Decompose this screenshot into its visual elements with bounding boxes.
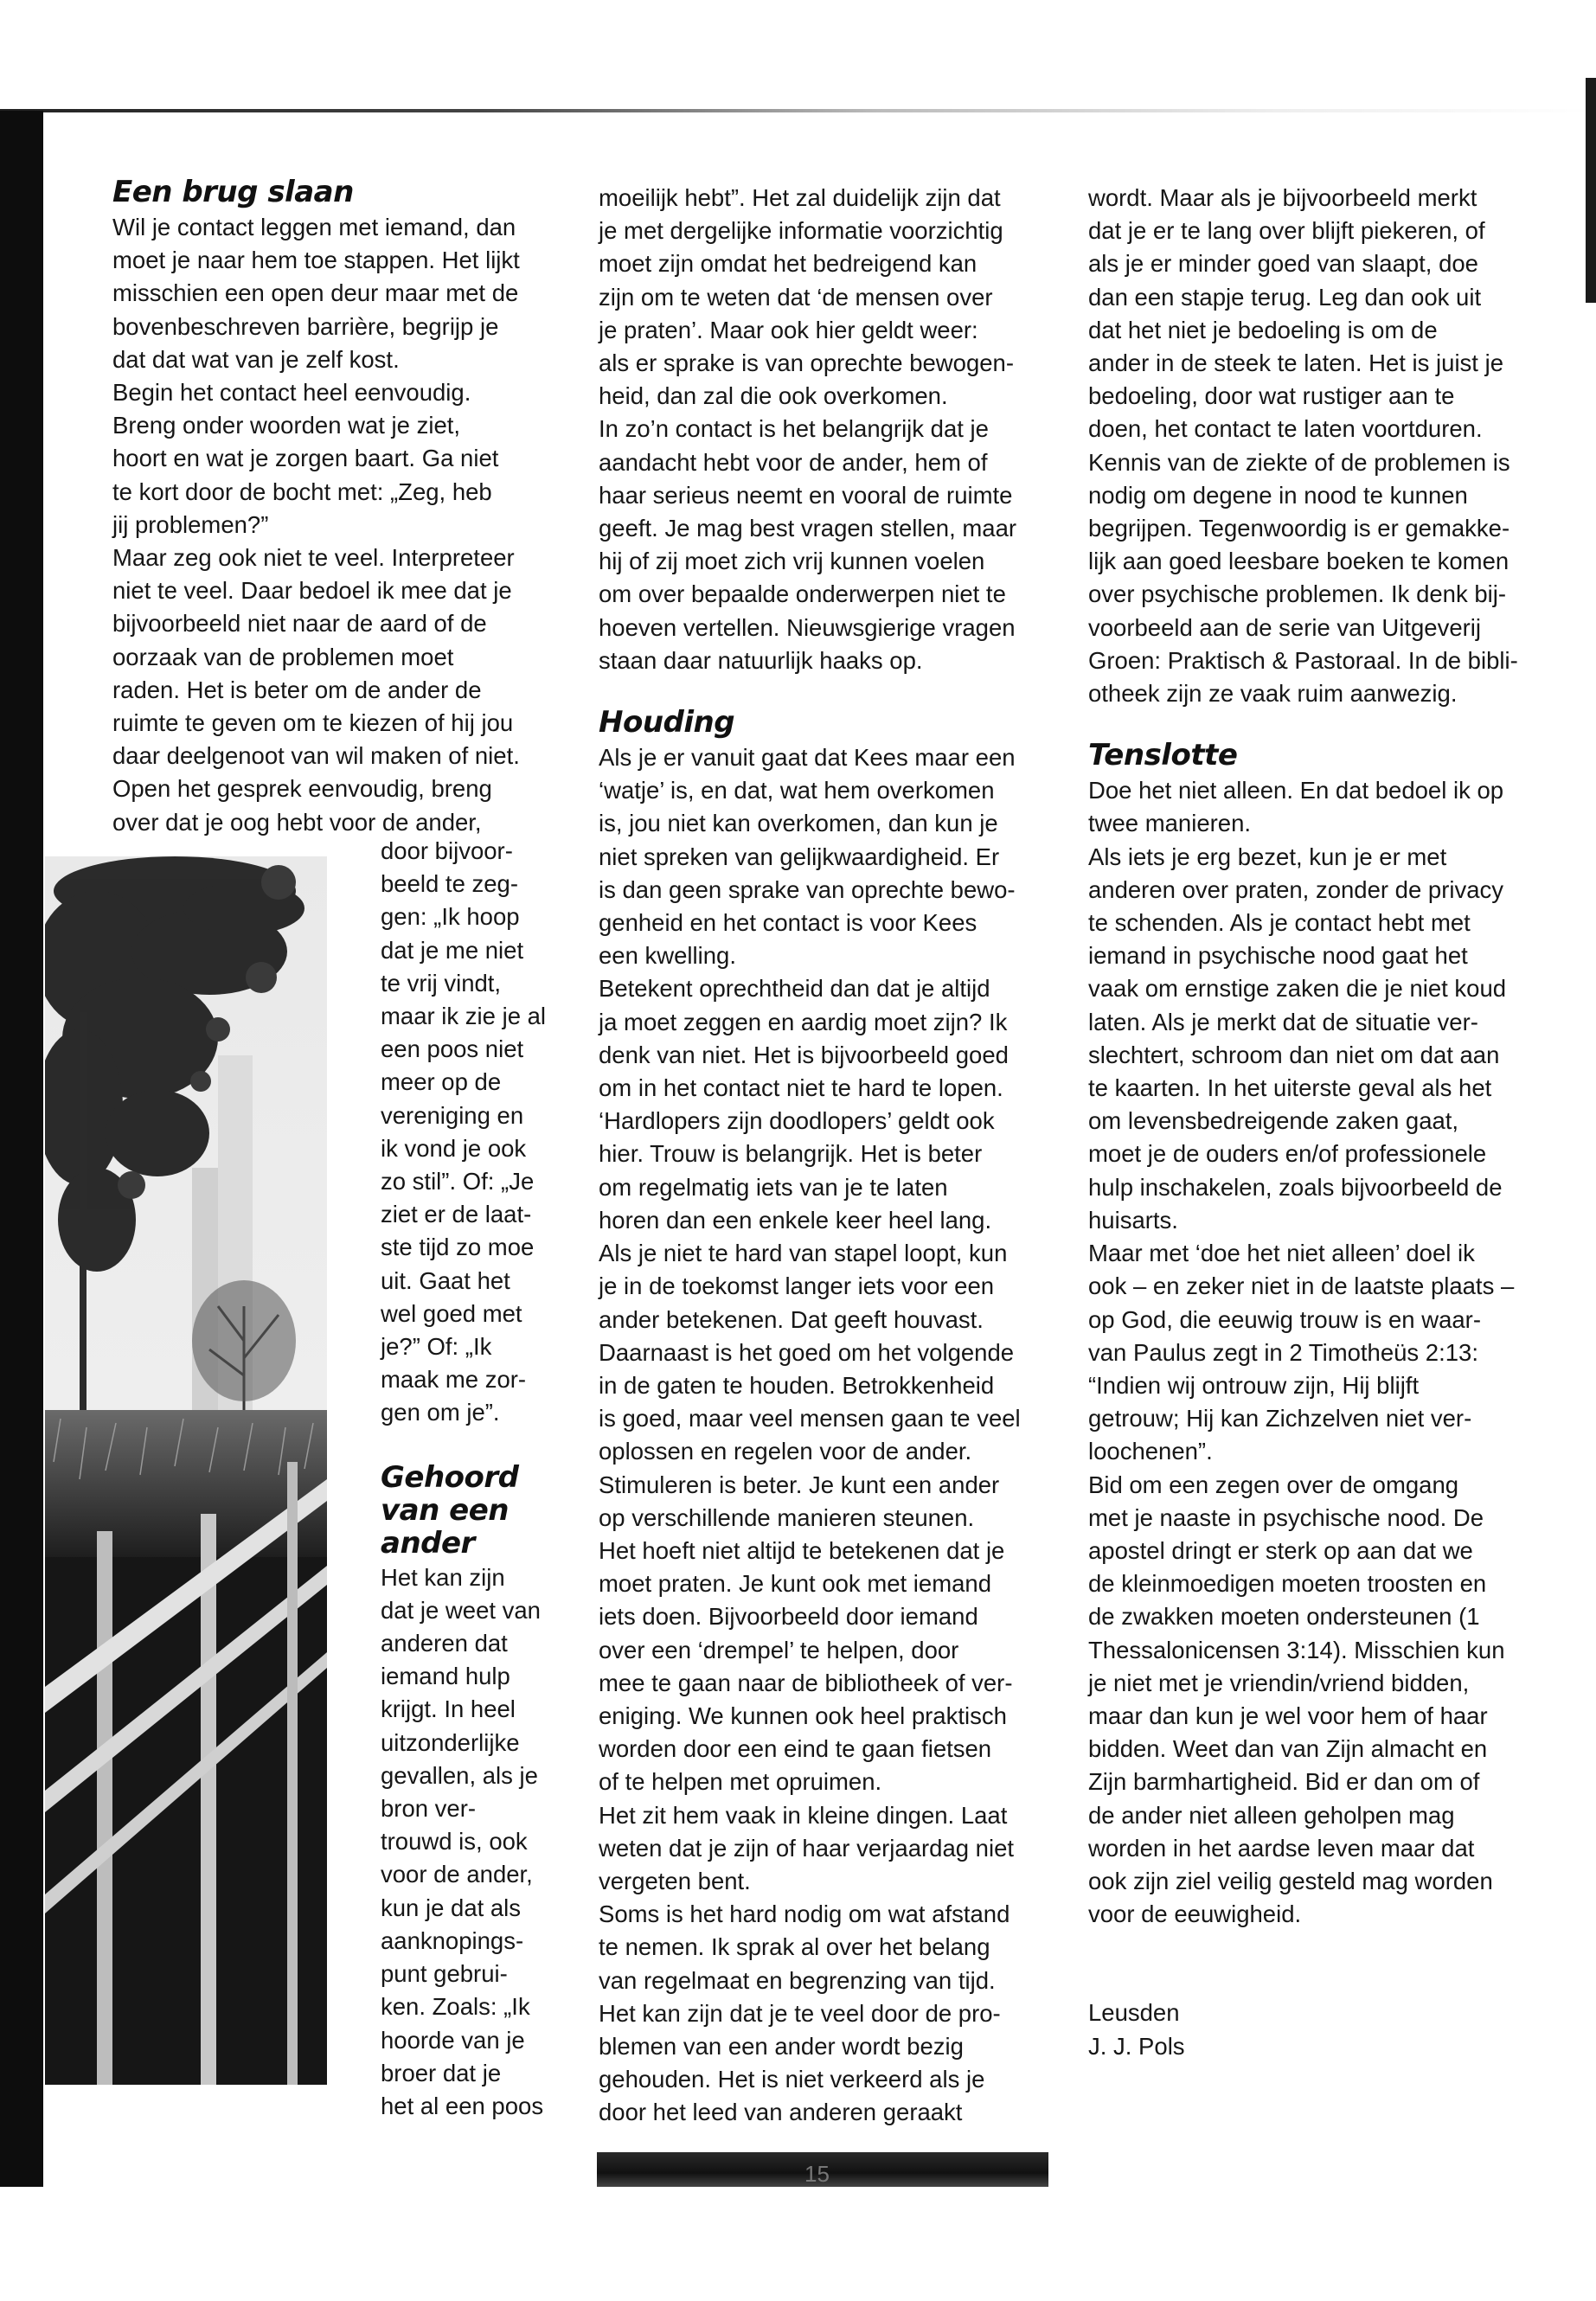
- column-3: [1088, 182, 1555, 2063]
- scan-top-edge: [0, 109, 1596, 112]
- signature-name: J. J. Pols: [1088, 2032, 1185, 2060]
- paragraph-houding: Als je er vanuit gaat dat Kees maar een ‘watje’ is, en dat, wat hem overkomen is, jou niet kan overkomen, dan kun je niet spreken van gelijkwaardigheid. Er is dan geen sprake van oprechte bewo- genheid en het contact is voor Kees een kwelling. Betekent oprechtheid dan dat je altijd ja moet zeggen en aardig moet zijn? Ik denk van niet. Het is bijvoorbeeld goed om in het contact niet te hard te lopen. ‘Hardlopers zijn doodlopers’ geldt ook hier. Trouw is belangrijk. Het is beter om regelmatig iets van je te laten horen dan een enkele keer heel lang. Als je niet te hard van stapel loopt, kun je in de toekomst langer iets voor een ander betekenen. Dat geeft houvast. Daarnaast is het goed om het volgende in de gaten te houden. Betrokkenheid is goed, maar veel mensen gaan te veel oplossen en regelen voor de ander. Stimuleren is beter. Je kunt een ander op verschillende manieren steunen. Het hoeft niet altijd te betekenen dat je moet praten. Je kunt ook met iemand iets doen. Bijvoorbeeld door iemand over een ‘drempel’ te helpen, door mee te gaan naar de bibliotheek of ver- eniging. We kunnen ook heel praktisch worden door een eind te gaan fietsen of te helpen met opruimen. Het zit hem vaak in kleine dingen. Laat weten dat je zijn of haar verjaardag niet vergeten bent. Soms is het hard nodig om wat afstand te nemen. Ik sprak al over het belang van regelmaat en begrenzing van tijd. Het kan zijn dat je te veel door de pro- blemen van een ander wordt bezig gehouden. Het is niet verkeerd als je door het leed van anderen geraakt: [599, 744, 1021, 2126]
- paragraph-column-2-intro: moeilijk hebt”. Het zal duidelijk zijn dat je met dergelijke informatie voorzichtig moet zijn omdat het bedreigend kan zijn om te weten dat ‘de mensen over je praten’. Maar ook hier geldt weer: als er sprake is van oprechte bewogen- heid, dan zal die ook overkomen. In zo’n contact is het belangrijk dat je aandacht hebt voor de ander, hem of haar serieus neemt en vooral de ruimte geeft. Je mag best vragen stellen, maar hij of zij moet zich vrij kunnen voelen om over bepaalde onderwerpen niet te hoeven vertellen. Nieuwsgierige vragen staan daar natuurlijk haaks op.: [599, 184, 1017, 674]
- column-2: [599, 182, 1057, 2130]
- heading-een-brug-slaan: Een brug slaan: [112, 175, 354, 209]
- tree-bridge-photo-icon: [45, 856, 327, 2085]
- paragraph-een-brug-slaan: Wil je contact leggen met iemand, dan moet je naar hem toe stappen. Het lijkt misschien een open deur maar met de bovenbeschreven barrière, begrijp je dat dat wat van je zelf kost. Begin het contact heel eenvoudig. Breng onder woorden wat je ziet, hoort en wat je zorgen baart. Ga niet te kort door de bocht met: „Zeg, heb jij problemen?” Maar zeg ook niet te veel. Interpreteer niet te veel. Daar bedoel ik mee dat je bijvoorbeeld niet naar de aard of de oorzaak van de problemen moet raden. Het is beter om de ander de ruimte te geven om te kiezen of hij jou daar deelgenoot van wil maken of niet. Open het gesprek eenvoudig, breng over dat je oog hebt voor de ander,: [112, 214, 520, 836]
- paragraph-column-3-intro: wordt. Maar als je bijvoorbeeld merkt dat je er te lang over blijft piekeren, of als je er minder goed van slaapt, doe dan een stapje terug. Leg dan ook uit dat het niet je bedoeling is om de ander in de steek te laten. Het is juist je bedoeling, door wat rustiger aan te doen, het contact te laten voortduren. Kennis van de ziekte of de problemen is nodig om degene in nood te kunnen begrijpen. Tegenwoordig is er gemakke- lijk aan goed leesbare boeken te komen over psychische problemen. Ik denk bij- voorbeeld aan de serie van Uitgeverij Groen: Praktisch & Pastoraal. In de bibli- otheek zijn ze vaak ruim aanwezig.: [1088, 184, 1518, 708]
- paragraph-een-brug-slaan-continued: door bijvoor- beeld te zeg- gen: „Ik hoop dat je me niet te vrij vindt, maar ik zie je al een poos niet meer op de vereniging en ik vond je ook zo stil”. Of: „Je ziet er de laat- ste tijd zo moe uit. Gaat het wel goed met je?” Of: „Ik maak me zor- gen om je”.: [381, 837, 547, 1426]
- heading-gehoord-van-een-ander: Gehoord van een ander: [381, 1459, 519, 1561]
- scan-left-edge: [0, 111, 43, 2187]
- page-number-bar: [597, 2152, 1048, 2187]
- scan-right-edge: [1586, 78, 1596, 303]
- heading-tenslotte: Tenslotte: [1088, 738, 1238, 773]
- heading-houding: Houding: [599, 705, 735, 740]
- scan-bottom-margin: [0, 2187, 1596, 2301]
- page-number: 15: [804, 2161, 830, 2187]
- column-1: [112, 175, 571, 839]
- signature-place: Leusden: [1088, 1999, 1180, 2027]
- column-1-narrow: [381, 835, 567, 2123]
- paragraph-tenslotte: Doe het niet alleen. En dat bedoel ik op twee manieren. Als iets je erg bezet, kun je er met anderen over praten, zonder de privacy te schenden. Als je contact hebt met iemand in psychische nood gaat het vaak om ernstige zaken die je niet koud laten. Als je merkt dat de situatie ver- slechtert, schroom dan niet om dat aan te kaarten. In het uiterste geval als het om levensbedreigende zaken gaat, moet je de ouders en/of professionele hulp inschakelen, zoals bijvoorbeeld de huisarts. Maar met ‘doe het niet alleen’ doel ik ook – en zeker niet in de laatste plaats – op God, die eeuwig trouw is en waar- van Paulus zegt in 2 Timotheüs 2:13: “Indien wij ontrouw zijn, Hij blijft getrouw; Hij kan Zichzelven niet ver- loochenen”. Bid om een zegen over de omgang met je naaste in psychische nood. De apostel dringt er sterk op aan dat we de kleinmoedigen moeten troosten en de zwakken moeten ondersteunen (1 Thessalonicensen 3:14). Misschien kun je niet met je vriendin/vriend bidden, maar dan kun je wel voor hem of haar bidden. Weet dan van Zijn almacht en Zijn barmhartigheid. Bid er dan om of de ander niet alleen geholpen mag worden in het aardse leven maar dat ook zijn ziel veilig gesteld mag worden voor de eeuwigheid.: [1088, 777, 1515, 1928]
- paragraph-gehoord-van-een-ander: Het kan zijn dat je weet van anderen dat iemand hulp krijgt. In heel uitzonderlijke gevallen, als je bron ver- trouwd is, ook voor de ander, kun je dat als aanknopings- punt gebrui- ken. Zoals: „Ik hoorde van je broer dat je het al een poos: [381, 1563, 544, 2119]
- scan-top-margin: [0, 0, 1596, 111]
- photo-tree-and-bridge-railing: [45, 856, 327, 2085]
